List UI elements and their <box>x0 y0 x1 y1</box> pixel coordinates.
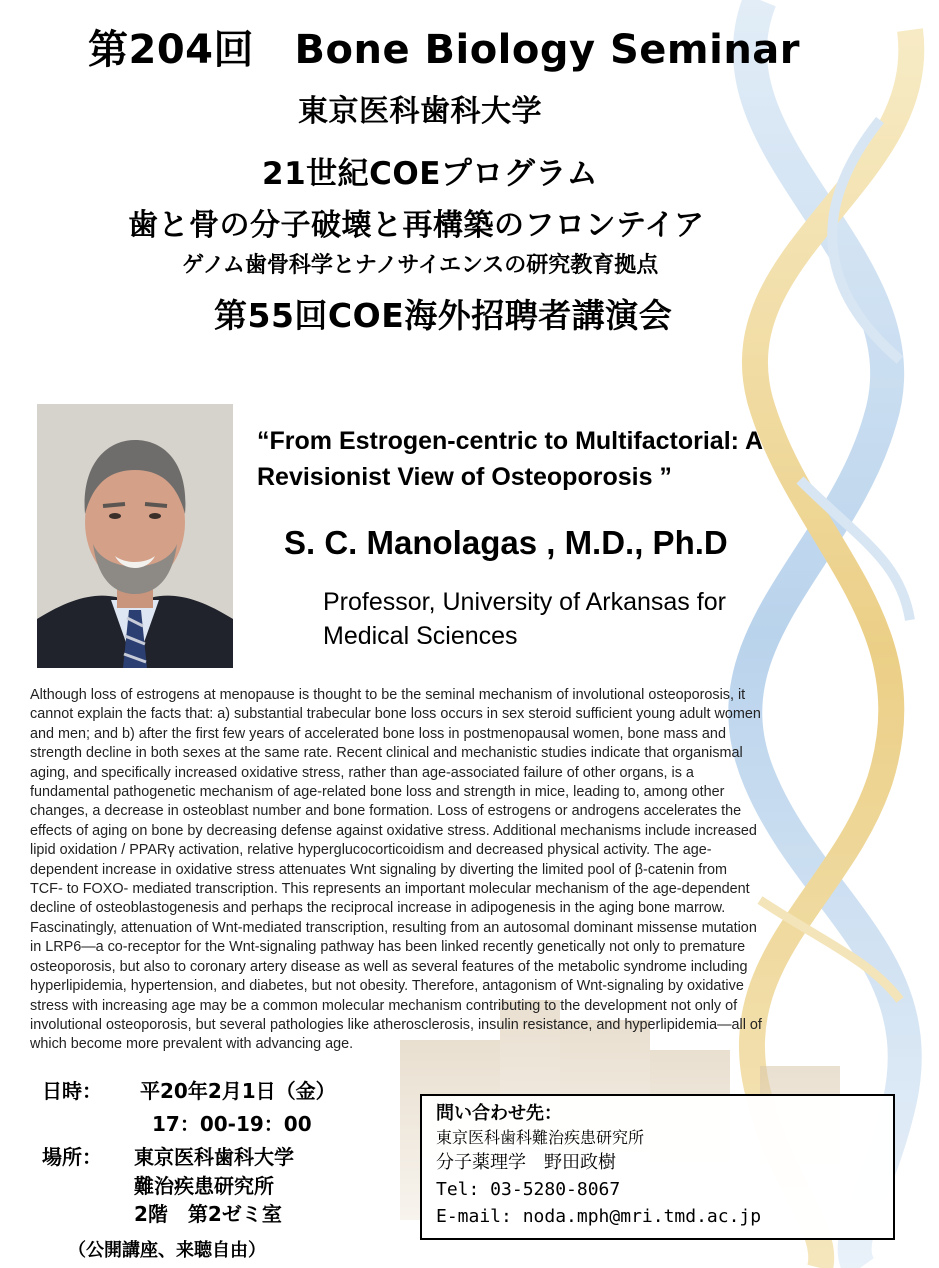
talk-title-line1: “From Estrogen-centric to Multifactorial: A <box>257 427 764 455</box>
speaker-affiliation-line2: Medical Sciences <box>323 622 518 650</box>
abstract-text <box>30 686 910 1055</box>
contact-box <box>420 1094 895 1240</box>
place-label: 場所： <box>42 1145 102 1169</box>
public-lecture-note: （公開講座、来聴自由） <box>68 1240 266 1261</box>
lecture-series-title: 第55回COE海外招聘者講演会 <box>214 296 673 335</box>
event-date: 平20年2月1日（金） <box>140 1079 336 1103</box>
abstract-line: which become more prevalent with advancing age. <box>30 1036 354 1053</box>
abstract-line: TCF- to FOXO- mediated transcription. This represents an important molecular mechanism of the age-dependent <box>30 881 750 898</box>
contact-heading: 問い合わせ先： <box>436 1103 562 1124</box>
speaker-affiliation-line1: Professor, University of Arkansas for <box>323 588 726 616</box>
contact-person: 分子薬理学 野田政樹 <box>436 1152 616 1173</box>
speaker-photo <box>37 404 233 668</box>
venue-line3: 2階 第2ゼミ室 <box>134 1202 282 1226</box>
abstract-line: and men; and b) after the first few years of accelerated bone loss in postmenopausal women, bone mass and <box>30 725 726 742</box>
abstract-line: Although loss of estrogens at menopause is thought to be the seminal mechanism of involutional osteoporosis, it <box>30 687 746 703</box>
abstract-line: osteoporosis, but also to coronary artery disease as well as several features of the metabolic syndrome including <box>30 958 748 975</box>
program-subtitle: 歯と骨の分子破壊と再構築のフロンテイア <box>128 208 705 243</box>
venue-line1: 東京医科歯科大学 <box>134 1145 294 1169</box>
abstract-line: stress with increasing age may be a common molecular mechanism contributing to the development not only of <box>30 997 738 1014</box>
event-time: 17：00-19：00 <box>152 1112 312 1136</box>
speaker-name: S. C. Manolagas , M.D., Ph.D <box>284 524 728 561</box>
date-label: 日時： <box>42 1079 102 1103</box>
abstract-line: aging, and specifically increased oxidative stress, rather than age-associated failure of other organs, is a <box>30 764 694 781</box>
program-description: ゲノム歯骨科学とナノサイエンスの研究教育拠点 <box>182 253 659 278</box>
talk-title-line2: Revisionist View of Osteoporosis ” <box>257 463 672 491</box>
abstract-line: lipid oxidation / PPARγ activation, relative hyperglucocorticoidism and decreased physical activity. The age- <box>30 842 712 859</box>
abstract-line: changes, a decrease in osteoblast number and bone formation. Loss of estrogens or androgens accelerates the <box>30 803 742 820</box>
abstract-line: effects of aging on bone by decreasing defense against oxidative stress. Additional mechanisms include increased <box>30 822 757 839</box>
contact-organization: 東京医科歯科難治疾患研究所 <box>436 1128 645 1147</box>
abstract-line: cannot explain the facts that: a) substantial trabecular bone loss occurs in sex steroid sufficient young adult women <box>30 706 761 723</box>
abstract-line: hyperlipidemia, hypertension, and diabetes, but not obesity. Therefore, antagonism of Wnt-signaling by oxidative <box>30 978 744 995</box>
venue-line2: 難治疾患研究所 <box>134 1174 274 1198</box>
abstract-line: in LRP6—a co-receptor for the Wnt-signaling pathway has been linked recently genetically not only to premature <box>30 939 746 956</box>
abstract-line: decline of osteoblastogenesis and perhaps the reciprocal increase in adipogenesis in the aging bone marrow. <box>30 900 726 917</box>
coe-program: 21世紀COEプログラム <box>262 156 599 192</box>
abstract-line: involutional osteoporosis, but several pathologies like atherosclerosis, insulin resistance, and hyperlipidemia—all of <box>30 1016 762 1033</box>
abstract-line: dependent increase in oxidative stress attenuates Wnt signaling by diverting the limited pool of β-catenin from <box>30 861 728 878</box>
contact-email[interactable]: E-mail: noda.mph@mri.tmd.ac.jp <box>436 1206 762 1227</box>
seminar-title: 第204回 Bone Biology Seminar <box>88 27 801 73</box>
contact-phone: Tel: 03-5280-8067 <box>436 1179 621 1200</box>
university-name: 東京医科歯科大学 <box>298 94 542 129</box>
abstract-line: fundamental pathogenetic mechanism of age-related bone loss and strength in mice, leading to, among other <box>30 784 725 801</box>
abstract-line: strength decline in both sexes at the same rate. Recent clinical and mechanistic studies indicate that organismal <box>30 745 743 762</box>
abstract-line: Fascinatingly, attenuation of Wnt-mediated transcription, resulting from an autosomal dominant missense mutation <box>30 919 757 936</box>
